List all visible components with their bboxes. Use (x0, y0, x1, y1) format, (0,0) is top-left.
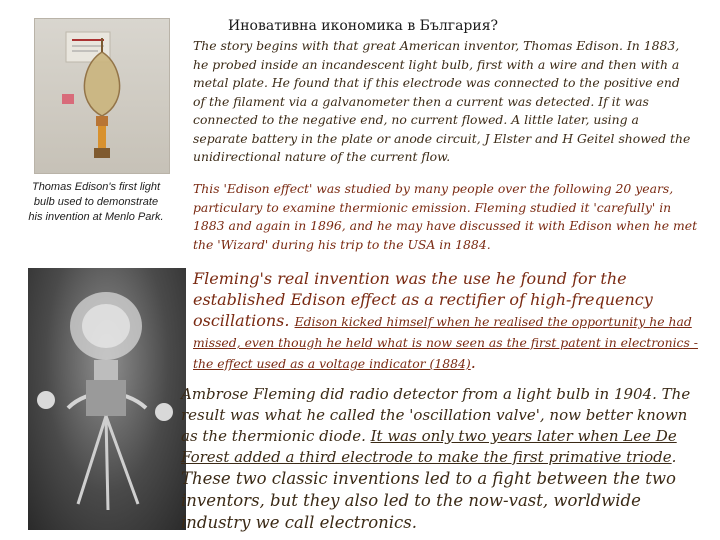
fleming-detector-text: Ambrose Fleming did radio detector from a light bulb in 1904. The result was what he called the 'oscillation valve', now better known as the thermionic diode. (181, 385, 691, 445)
paragraph-edison-story: The story begins with that great American inventor, Thomas Edison. In 1883, he probed inside an incandescent light bulb, first with a wire and then with a metal plate. He found that if this electrode was connected to the positive end of the filament via a galvanometer then a current was detected. If it was connected to the negative end, no current flowed. A little later, using a separate battery in the plate or anode circuit, J Elster and H Geitel showed the unidirectional nature of the current flow. (193, 38, 691, 164)
fleming-lead-text: Fleming's real invention was the use he found for the established Edison effect as a rectifier of high-frequency oscillations. (193, 269, 653, 330)
fleming-end-punct: . (470, 353, 476, 372)
paragraph-fleming-invention (193, 268, 703, 373)
de-forest-punct: . (671, 448, 677, 466)
page-title: Иновативна икономика в България? (228, 18, 499, 34)
edison-light-bulb-photo (34, 18, 170, 174)
paragraph-edison-effect: This 'Edison effect' was studied by many people over the following 20 years, particulary to examine thermionic emission. Fleming studied it 'carefully' in 1883 and again in 1896, and he may have discussed it with Edison when he met the 'Wizard' during his trip to the USA in 1884. (193, 181, 698, 252)
electronics-industry-text: These two classic inventions led to a fight between the two inventors, but they also led to the now-vast, worldwide industry we call electronics. (181, 469, 676, 532)
edison-missed-opportunity-text: Edison kicked himself when he realised the opportunity he had missed, even though he held what is now seen as the first patent in electronics - the effect used as a voltage indicator (1884) (193, 314, 698, 371)
photo-caption: Thomas Edison's first light bulb used to demonstrate his invention at Menlo Park. (28, 181, 164, 223)
lamp-on-stand-photo (28, 268, 186, 530)
paragraph-fleming-detector (181, 384, 707, 534)
de-forest-triode-text: It was only two years later when Lee De Forest added a third electrode to make the first primative triode (181, 427, 677, 466)
